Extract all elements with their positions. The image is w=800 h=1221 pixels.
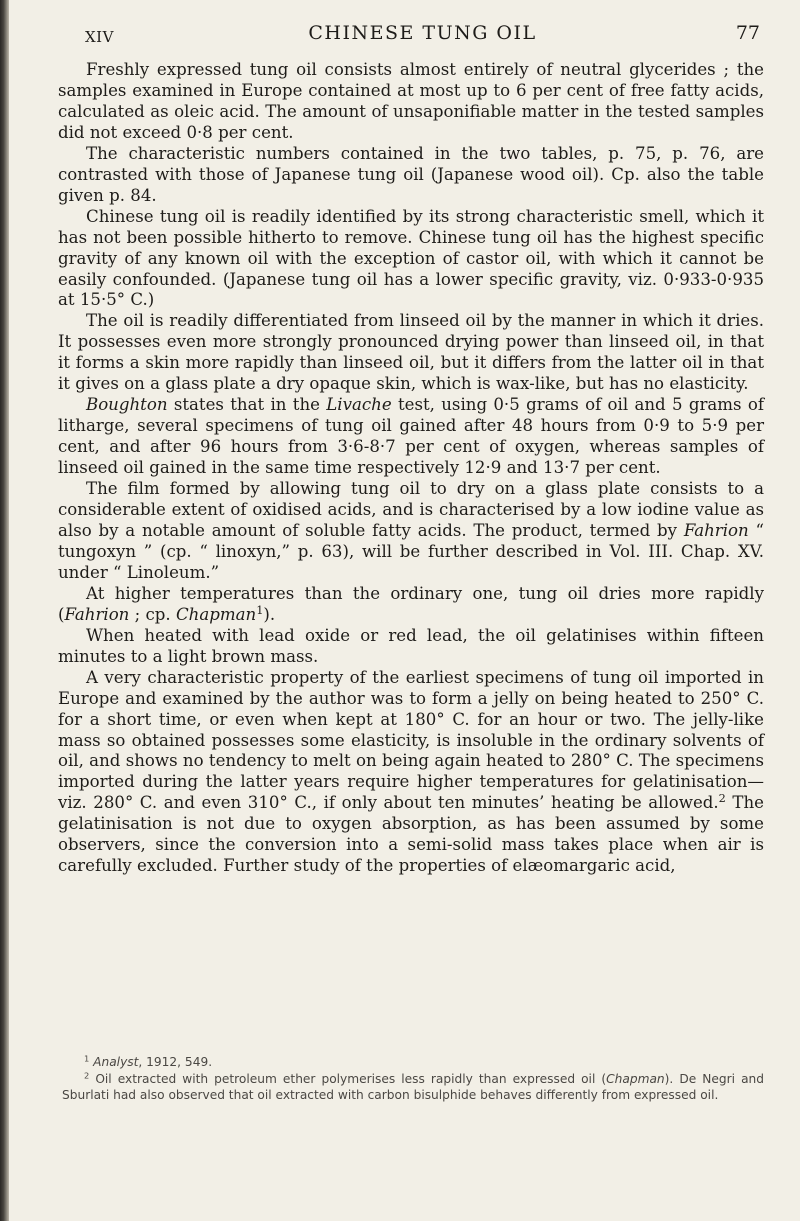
paragraph: Freshly expressed tung oil consists almost entirely of neutral glycerides ; the samples examined in Europe contained at most up to 6 per cent of free fatty acids, calculated as oleic acid. The amount of unsaponifiable matter in the tested samples did not exceed 0·8 per cent. [58,60,764,142]
text-run: A very characteristic property of the earliest specimens of tung oil imported in Europe and examined by the author was to form a jelly on being heated to 250° C. for a short time, or even when kept at 180° C. for an hour or two. The jelly-like mass so obtained possesses some elasticity, is insoluble in the ordinary solvents of oil, and shows no tendency to melt on being again heated to 280° C. The specimens imported during the latter years require higher temperatures for gelatinisation—viz. 280° C. and even 310° C., if only about ten minutes’ heating be allowed. [58,667,764,813]
footnote [62,1071,764,1104]
paragraph: Chinese tung oil is readily identified by its strong characteristic smell, which it has not been possible hitherto to remove. Chinese tung oil has the highest specific gravity of any known oil with the exception of castor oil, with which it cannot be easily confounded. (Japanese tung oil has a lower specific gravity, viz. 0·933-0·935 at 15·5° C.) [58,206,764,310]
text-run: The gelatinisation is not due to oxygen absorption, as has been assumed by some observers, since the conversion into a semi-solid mass takes place when air is carefully excluded. Further study of the properties of elæomargaric acid, [58,793,764,876]
footnote [62,1054,764,1071]
text-run: ). De Negri and Sburlati had also observed that oil extracted with carbon bisulphide behaves differently from expressed oil. [62,1071,764,1103]
text-run: Oil extracted with petroleum ether polymerises less rapidly than expressed oil ( [89,1071,607,1086]
test-name: Livache [326,395,392,415]
text-run: At higher temperatures than the ordinary one, tung oil dries more rapidly ( [58,583,764,624]
footnote-mark: 1 [84,1053,90,1064]
chapter-number: XIV [85,28,114,46]
author-name: Boughton [86,395,168,415]
paragraph: When heated with lead oxide or red lead, the oil gelatinises within fifteen minutes to a light brown mass. [58,625,764,666]
paragraph: The characteristic numbers contained in the two tables, p. 75, p. 76, are contrasted with those of Japanese tung oil (Japanese wood oil). Cp. also the table given p. 84. [58,143,764,205]
footnote-ref: 1 [256,603,264,617]
text-run: test, using 0·5 grams of oil and 5 grams of litharge, several specimens of tung oil gained after 48 hours from 0·9 to 5·9 per cent, and after 96 hours from 3·6-8·7 per cent of oxygen, whereas samples of linseed oil gained in the same time respectively 12·9 and 13·7 per cent. [58,395,764,478]
author-name: Chapman [175,604,257,624]
binding-shadow [0,0,9,1221]
paragraph [58,584,764,626]
author-name: Chapman [606,1071,665,1086]
author-name: Fahrion [64,604,130,624]
text-run: ). [263,604,276,624]
footnote-ref: 2 [718,792,726,806]
text-run: , 1912, 549. [138,1055,213,1069]
paragraph [58,668,764,878]
running-title: CHINESE TUNG OIL [308,22,537,44]
paragraph [58,395,764,479]
text-run: ; cp. [129,604,176,624]
text-run: The film formed by allowing tung oil to dry on a glass plate consists to a considerable extent of oxidised acids, and is characterised by a low iodine value as also by a notable amount of soluble fatty acids. The product, termed by [58,479,764,540]
running-header [85,20,760,50]
paragraph: The oil is readily differentiated from linseed oil by the manner in which it dries. It possesses even more strongly pronounced drying power than linseed oil, in that it forms a skin more rapidly than linseed oil, but it differs from the latter oil in that it gives on a glass plate a dry opaque skin, which is wax-like, but has no elasticity. [58,311,764,394]
author-name: Fahrion [683,520,749,540]
text-run: states that in the [167,395,327,415]
page-number: 77 [735,22,760,44]
footnotes [62,1054,764,1104]
journal-name: Analyst [93,1055,139,1069]
main-text [58,60,764,877]
text-run: “ tungoxyn ” (cp. “ linoxyn,” p. 63), will be further described in Vol. III. Chap. XV. under “ Linoleum.” [58,520,764,582]
footnote-mark: 2 [84,1070,90,1081]
paragraph [58,479,764,584]
